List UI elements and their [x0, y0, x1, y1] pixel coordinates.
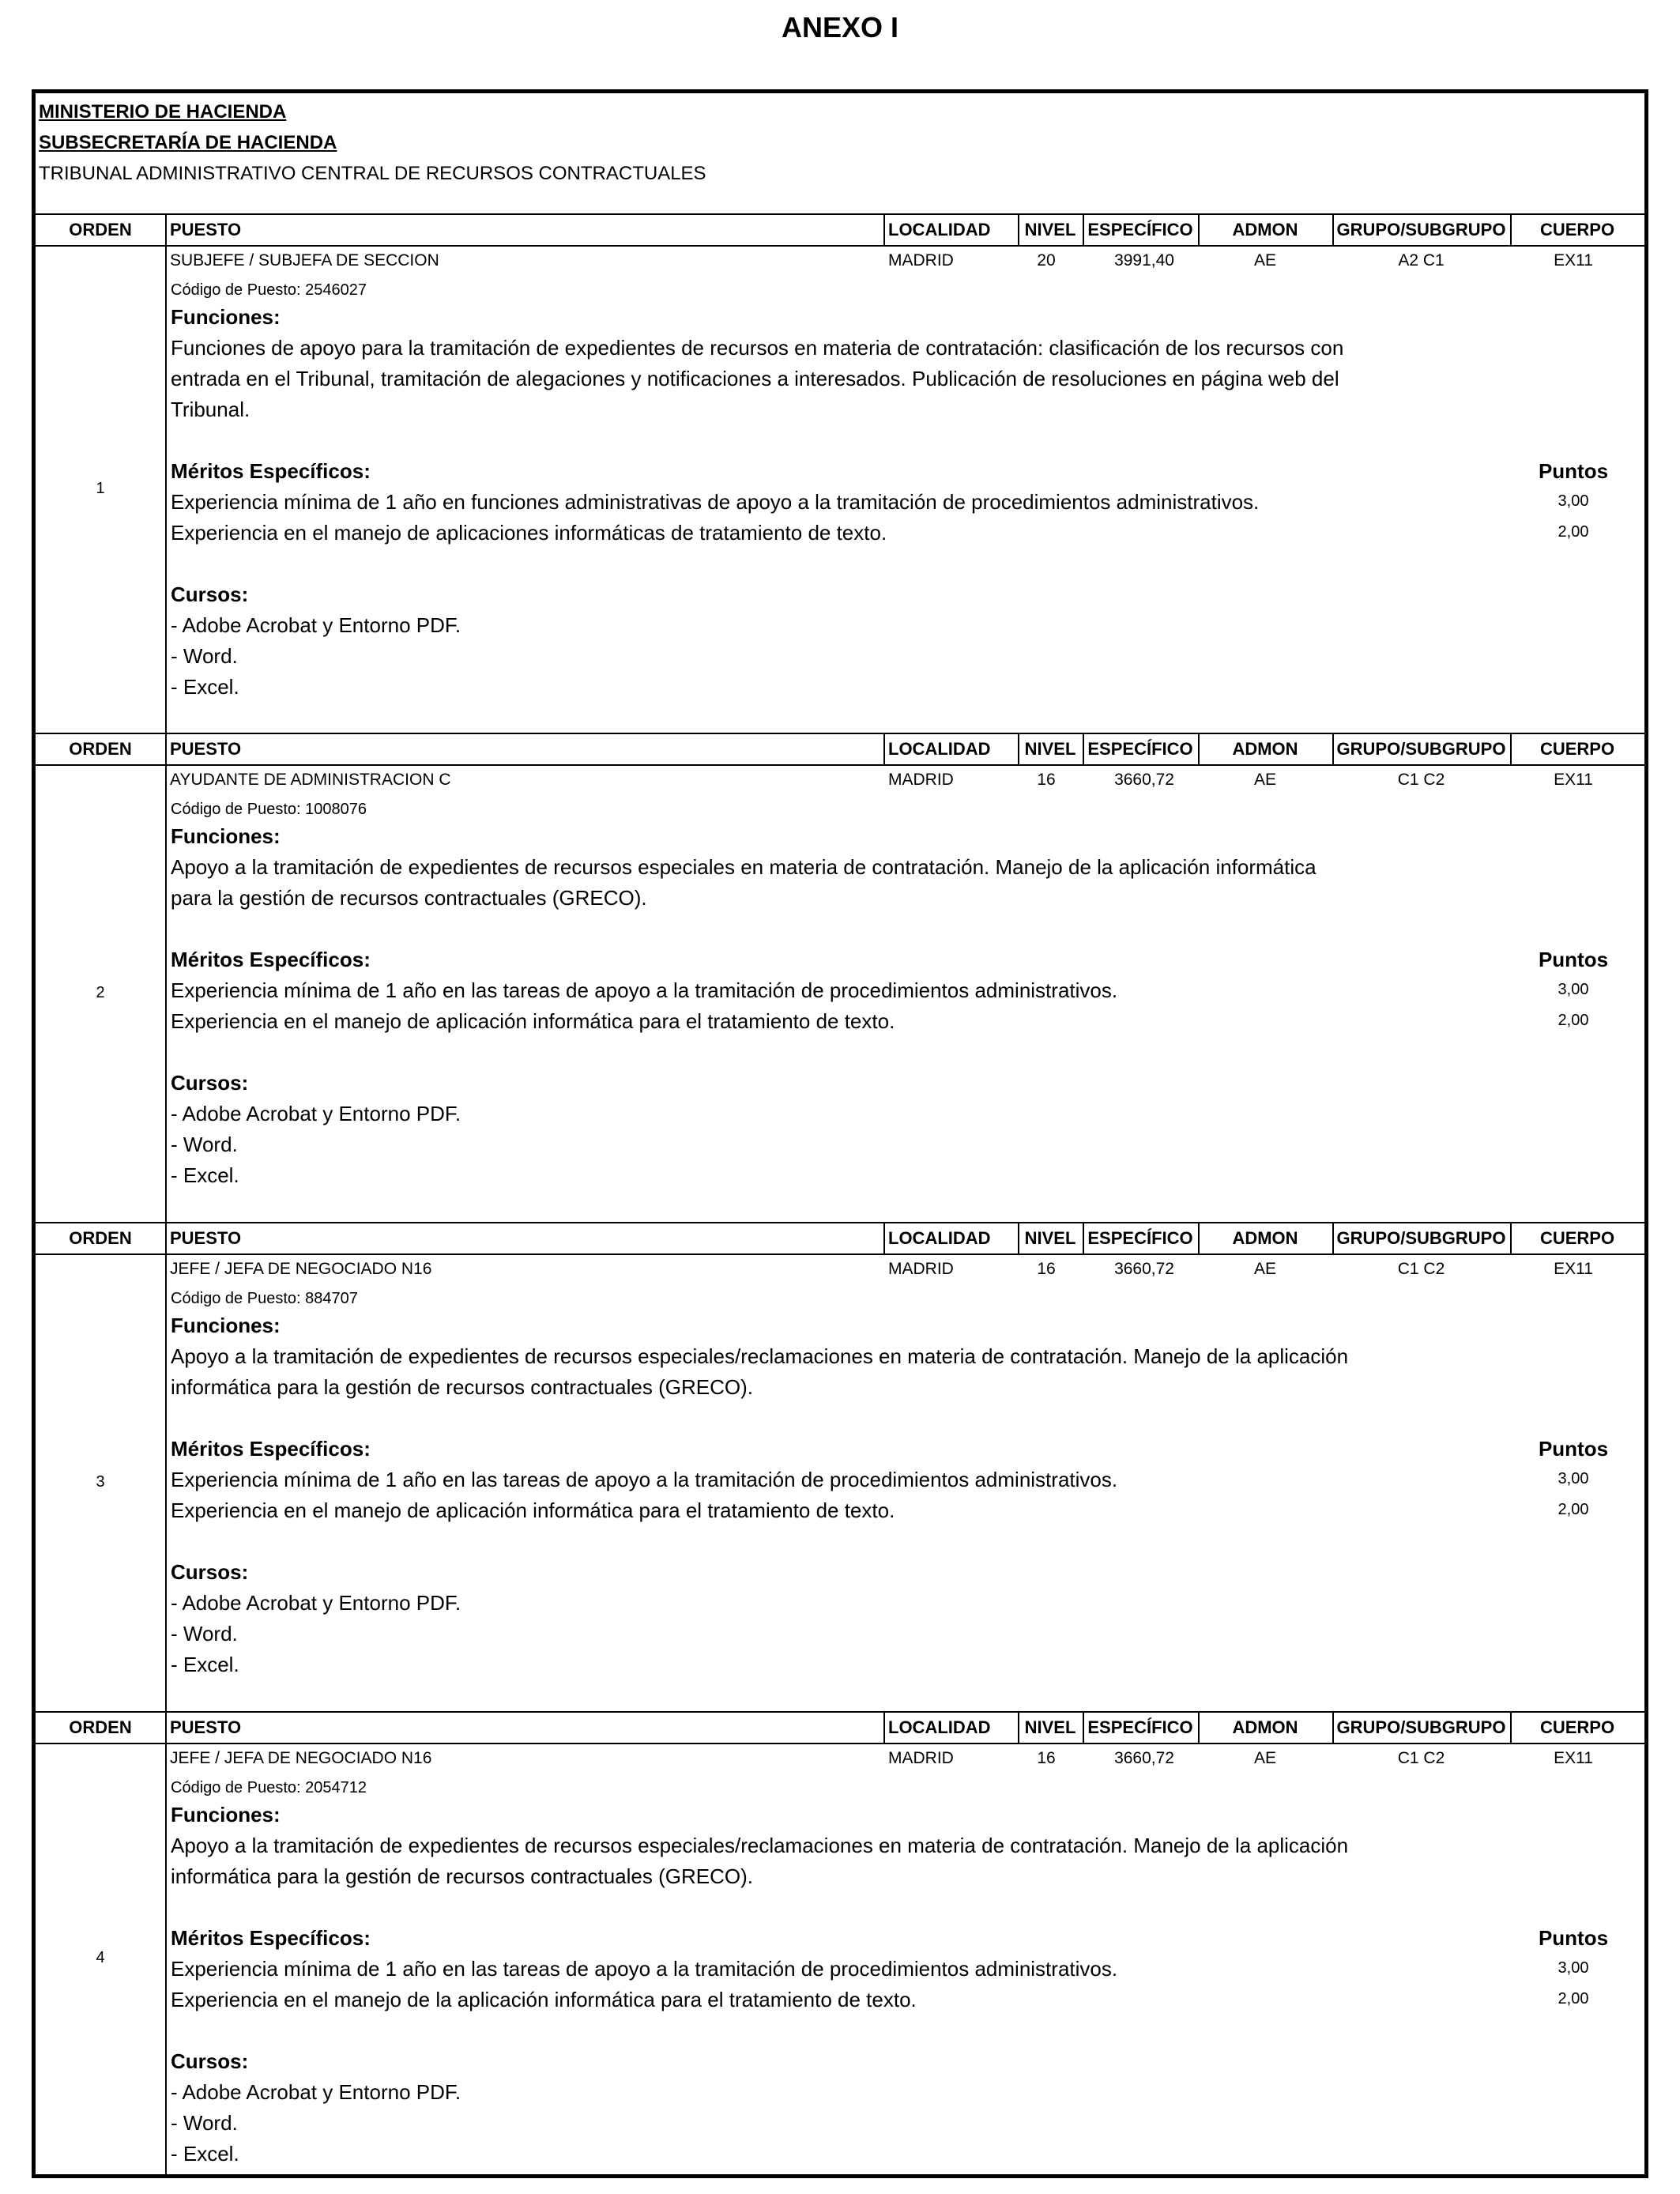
row-divider [36, 1711, 1644, 1713]
header-localidad: LOCALIDAD [888, 1717, 991, 1737]
meritos-label: Méritos Específicos: [171, 459, 371, 483]
merito-line: Experiencia mínima de 1 año en las tareas de apoyo a la tramitación de procedimientos administrativos. [171, 1957, 1118, 1981]
curso-line: - Word. [171, 1622, 238, 1646]
funciones-line: entrada en el Tribunal, tramitación de alegaciones y notificaciones a interesados. Publicación de resoluciones en página web del [171, 367, 1339, 390]
puntos-label: Puntos [1538, 1926, 1609, 1950]
header-cuerpo: CUERPO [1539, 1717, 1615, 1737]
cursos-label: Cursos: [171, 1560, 249, 1584]
funciones-label: Funciones: [171, 1803, 281, 1826]
localidad-value: MADRID [888, 1749, 954, 1767]
header-puesto: PUESTO [170, 1717, 242, 1737]
admon-value: AE [1253, 1260, 1276, 1278]
meritos-label: Méritos Específicos: [171, 948, 371, 971]
header-admon: ADMON [1232, 1717, 1298, 1737]
curso-line: - Adobe Acrobat y Entorno PDF. [171, 1102, 461, 1125]
merito-puntos: 3,00 [1558, 1470, 1589, 1487]
header-orden: ORDEN [69, 739, 132, 759]
funciones-line: Funciones de apoyo para la tramitación de expedientes de recursos en materia de contratación: clasificación de los recursos con [171, 336, 1344, 360]
localidad-value: MADRID [888, 771, 954, 789]
merito-line: Experiencia mínima de 1 año en las tareas de apoyo a la tramitación de procedimientos administrativos. [171, 978, 1118, 1002]
grupo-value: C1 C2 [1397, 1749, 1445, 1767]
merito-line: Experiencia en el manejo de aplicaciones informáticas de tratamiento de texto. [171, 521, 887, 545]
localidad-value: MADRID [888, 251, 954, 270]
orden-number: 4 [96, 1949, 105, 1966]
codigo-puesto: Código de Puesto: 884707 [171, 1290, 358, 1307]
cursos-label: Cursos: [171, 1071, 249, 1095]
column-divider [883, 1711, 885, 1743]
nivel-value: 16 [1037, 771, 1056, 789]
header-nivel: NIVEL [1024, 220, 1076, 239]
funciones-line: Apoyo a la tramitación de expedientes de recursos especiales/reclamaciones en materia de contratación. Manejo de la aplicación [171, 1344, 1349, 1368]
header-cuerpo: CUERPO [1539, 739, 1615, 759]
curso-line: - Adobe Acrobat y Entorno PDF. [171, 2080, 461, 2104]
curso-line: - Adobe Acrobat y Entorno PDF. [171, 1591, 461, 1615]
merito-puntos: 3,00 [1558, 492, 1589, 510]
merito-puntos: 2,00 [1558, 1990, 1589, 2007]
especifico-value: 3660,72 [1114, 1749, 1174, 1767]
header-especifico: ESPECÍFICO [1087, 1717, 1193, 1737]
column-divider [165, 213, 167, 733]
funciones-line: Tribunal. [171, 398, 250, 421]
puesto-name: JEFE / JEFA DE NEGOCIADO N16 [170, 1260, 432, 1278]
header-especifico: ESPECÍFICO [1087, 1228, 1193, 1248]
header-grupo: GRUPO/SUBGRUPO [1336, 1717, 1506, 1737]
admon-value: AE [1253, 251, 1276, 270]
header-puesto: PUESTO [170, 739, 242, 759]
merito-puntos: 2,00 [1558, 1501, 1589, 1518]
header-orden: ORDEN [69, 1717, 132, 1737]
admon-value: AE [1253, 1749, 1276, 1767]
row-divider [36, 245, 1644, 247]
column-divider [883, 733, 885, 764]
cuerpo-value: EX11 [1554, 1260, 1593, 1278]
curso-line: - Excel. [171, 1653, 239, 1676]
header-admon: ADMON [1232, 739, 1298, 759]
curso-line: - Word. [171, 2111, 238, 2135]
especifico-value: 3991,40 [1114, 251, 1174, 270]
curso-line: - Excel. [171, 675, 239, 699]
merito-puntos: 3,00 [1558, 981, 1589, 998]
curso-line: - Word. [171, 644, 238, 668]
grupo-value: C1 C2 [1397, 1260, 1445, 1278]
merito-line: Experiencia mínima de 1 año en las tareas de apoyo a la tramitación de procedimientos administrativos. [171, 1468, 1118, 1491]
header-puesto: PUESTO [170, 1228, 242, 1248]
funciones-label: Funciones: [171, 1314, 281, 1337]
org-unit: TRIBUNAL ADMINISTRATIVO CENTRAL DE RECURSOS CONTRACTUALES [39, 163, 706, 184]
row-divider [36, 764, 1644, 766]
codigo-puesto: Código de Puesto: 2546027 [171, 281, 367, 299]
cuerpo-value: EX11 [1554, 251, 1593, 270]
orden-number: 2 [96, 984, 105, 1001]
header-admon: ADMON [1232, 1228, 1298, 1248]
puesto-name: JEFE / JEFA DE NEGOCIADO N16 [170, 1749, 432, 1767]
merito-puntos: 2,00 [1558, 523, 1589, 541]
merito-puntos: 3,00 [1558, 1959, 1589, 1977]
codigo-puesto: Código de Puesto: 2054712 [171, 1779, 367, 1796]
header-orden: ORDEN [69, 220, 132, 239]
cursos-label: Cursos: [171, 582, 249, 606]
column-divider [165, 1222, 167, 1711]
curso-line: - Excel. [171, 1163, 239, 1187]
funciones-line: Apoyo a la tramitación de expedientes de recursos especiales en materia de contratación. Manejo de la aplicación informática [171, 855, 1317, 879]
header-localidad: LOCALIDAD [888, 220, 991, 239]
curso-line: - Excel. [171, 2142, 239, 2166]
header-especifico: ESPECÍFICO [1087, 220, 1193, 239]
especifico-value: 3660,72 [1114, 1260, 1174, 1278]
header-nivel: NIVEL [1024, 1228, 1076, 1248]
codigo-puesto: Código de Puesto: 1008076 [171, 801, 367, 818]
curso-line: - Word. [171, 1133, 238, 1156]
nivel-value: 16 [1037, 1260, 1056, 1278]
merito-puntos: 2,00 [1558, 1012, 1589, 1029]
row-divider [36, 1253, 1644, 1255]
curso-line: - Adobe Acrobat y Entorno PDF. [171, 613, 461, 637]
column-divider [883, 213, 885, 245]
header-nivel: NIVEL [1024, 739, 1076, 759]
puntos-label: Puntos [1538, 948, 1609, 971]
column-divider [165, 733, 167, 1222]
merito-line: Experiencia en el manejo de aplicación informática para el tratamiento de texto. [171, 1498, 895, 1522]
puesto-name: AYUDANTE DE ADMINISTRACION C [170, 771, 451, 789]
grupo-value: C1 C2 [1397, 771, 1445, 789]
cuerpo-value: EX11 [1554, 1749, 1593, 1767]
header-grupo: GRUPO/SUBGRUPO [1336, 1228, 1506, 1248]
row-divider [36, 213, 1644, 215]
funciones-line: para la gestión de recursos contractuales (GRECO). [171, 886, 647, 910]
meritos-label: Méritos Específicos: [171, 1437, 371, 1461]
page-title: ANEXO I [781, 11, 899, 43]
header-orden: ORDEN [69, 1228, 132, 1248]
header-grupo: GRUPO/SUBGRUPO [1336, 220, 1506, 239]
column-divider [883, 1222, 885, 1253]
header-cuerpo: CUERPO [1539, 220, 1615, 239]
funciones-line: Apoyo a la tramitación de expedientes de recursos especiales/reclamaciones en materia de contratación. Manejo de la aplicación [171, 1834, 1349, 1857]
row-divider [36, 1222, 1644, 1223]
orden-number: 1 [96, 480, 105, 497]
merito-line: Experiencia mínima de 1 año en funciones administrativas de apoyo a la tramitación de procedimientos administrativos. [171, 490, 1260, 514]
cursos-label: Cursos: [171, 2049, 249, 2073]
funciones-line: informática para la gestión de recursos contractuales (GRECO). [171, 1375, 753, 1399]
especifico-value: 3660,72 [1114, 771, 1174, 789]
org-ministry: MINISTERIO DE HACIENDA [39, 101, 287, 123]
orden-number: 3 [96, 1473, 105, 1491]
header-admon: ADMON [1232, 220, 1298, 239]
org-subsecretaria: SUBSECRETARÍA DE HACIENDA [39, 132, 337, 153]
admon-value: AE [1253, 771, 1276, 789]
header-nivel: NIVEL [1024, 1717, 1076, 1737]
header-puesto: PUESTO [170, 220, 242, 239]
merito-line: Experiencia en el manejo de aplicación informática para el tratamiento de texto. [171, 1009, 895, 1033]
funciones-line: informática para la gestión de recursos contractuales (GRECO). [171, 1864, 753, 1888]
nivel-value: 16 [1037, 1749, 1056, 1767]
row-divider [36, 1743, 1644, 1744]
merito-line: Experiencia en el manejo de la aplicación informática para el tratamiento de texto. [171, 1988, 917, 2011]
header-cuerpo: CUERPO [1539, 1228, 1615, 1248]
puesto-name: SUBJEFE / SUBJEFA DE SECCION [170, 251, 439, 270]
funciones-label: Funciones: [171, 824, 281, 848]
header-especifico: ESPECÍFICO [1087, 739, 1193, 759]
header-localidad: LOCALIDAD [888, 1228, 991, 1248]
nivel-value: 20 [1037, 251, 1056, 270]
row-divider [36, 733, 1644, 734]
grupo-value: A2 C1 [1398, 251, 1445, 270]
funciones-label: Funciones: [171, 305, 281, 329]
localidad-value: MADRID [888, 1260, 954, 1278]
puntos-label: Puntos [1538, 459, 1609, 483]
puntos-label: Puntos [1538, 1437, 1609, 1461]
header-localidad: LOCALIDAD [888, 739, 991, 759]
meritos-label: Méritos Específicos: [171, 1926, 371, 1950]
cuerpo-value: EX11 [1554, 771, 1593, 789]
column-divider [165, 1711, 167, 2174]
header-grupo: GRUPO/SUBGRUPO [1336, 739, 1506, 759]
